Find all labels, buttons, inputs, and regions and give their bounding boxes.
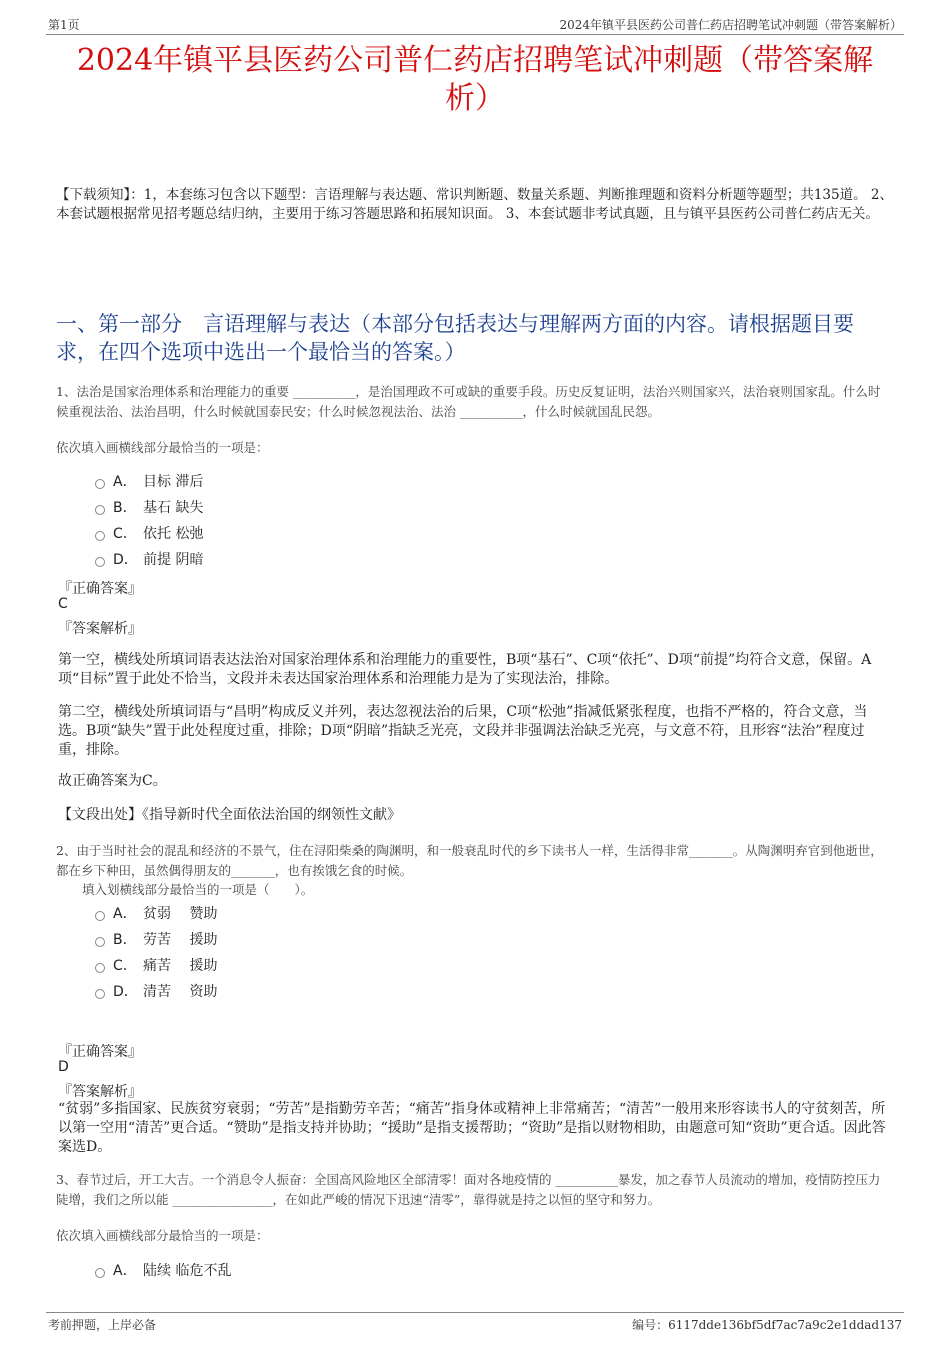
question-1-options <box>95 468 203 572</box>
correct-answer: C <box>58 596 68 612</box>
option-a[interactable]: A． 贫弱 赞助 <box>95 900 217 926</box>
question-2-prompt: 填入划横线部分最恰当的一项是（ ）。 <box>82 882 314 897</box>
question-1-text: 1、法治是国家治理体系和治理能力的重要 __________，是治国理政不可或缺的重要手段。历史反复证明，法治兴则国家兴，法治衰则国家乱。什么时候重视法治、法治昌明，什么时候就国泰民安；什么时候忽视法治、法治 __________，什么时候就国乱民怨。 <box>56 384 881 419</box>
page-footer <box>46 1312 904 1335</box>
footer-slogan: 考前押题，上岸必备 <box>48 1318 157 1332</box>
question-3-prompt: 依次填入画横线部分最恰当的一项是： <box>56 1228 269 1243</box>
download-notice: 【下载须知】：1，本套练习包含以下题型：言语理解与表达题、常识判断题、数量关系题、判断推理题和资料分析题等题型；共135道。 2、本套试题根据常见招考题总结归纳，主要用于练习答题思路和拓展知识面。 3、本套试题非考试真题，且与镇平县医药公司普仁药店无关。 <box>56 187 893 222</box>
analysis-label: 『答案解析』 <box>58 1084 142 1100</box>
document-id: 编号：6117dde136bf5df7ac7a9c2e1ddad137 <box>632 1318 902 1332</box>
question-2-options <box>95 900 217 1004</box>
radio-icon[interactable] <box>95 963 105 973</box>
analysis-label: 『答案解析』 <box>58 621 142 637</box>
radio-icon[interactable] <box>95 557 105 567</box>
analysis-paragraph: “贫弱”多指国家、民族贫穷衰弱；“劳苦”是指勤劳辛苦；“痛苦”指身体或精神上非常痛苦；“清苦”一般用来形容读书人的守贫刻苦，所以第一空用“清苦”更合适。“赞助”是指支持并协助；“援助”是指支援帮助；“资助”是指以财物相助，由题意可知“资助”更合适。因此答案选D。 <box>58 1101 886 1155</box>
option-c[interactable]: C． 痛苦 援助 <box>95 952 217 978</box>
analysis-conclusion: 故正确答案为C。 <box>58 773 167 789</box>
radio-icon[interactable] <box>95 989 105 999</box>
option-d[interactable]: D． 前提 阴暗 <box>95 546 203 572</box>
radio-icon[interactable] <box>95 479 105 489</box>
page-title: 2024年镇平县医药公司普仁药店招聘笔试冲刺题（带答案解析） <box>76 43 874 116</box>
header-doc-title: 2024年镇平县医药公司普仁药店招聘笔试冲刺题（带答案解析） <box>559 18 902 32</box>
question-3-options <box>95 1257 231 1283</box>
radio-icon[interactable] <box>95 1268 105 1278</box>
correct-answer: D <box>58 1059 69 1075</box>
option-a[interactable]: A． 目标 滞后 <box>95 468 203 494</box>
option-a[interactable]: A． 陆续 临危不乱 <box>95 1257 231 1283</box>
option-d[interactable]: D． 清苦 资助 <box>95 978 217 1004</box>
text-source: 【文段出处】《指导新时代全面依法治国的纲领性文献》 <box>58 807 401 823</box>
analysis-paragraph-2: 第二空，横线处所填词语与“昌明”构成反义并列，表达忽视法治的后果，C项“松弛”指减低紧张程度，也指不严格的，符合文意，当选。B项“缺失”置于此处程度过重，排除；D项“阴暗”指缺乏光亮，文段并非强调法治缺乏光亮，与文意不符，且形容“法治”程度过重，排除。 <box>58 704 868 758</box>
radio-icon[interactable] <box>95 505 105 515</box>
correct-answer-label: 『正确答案』 <box>58 581 142 597</box>
analysis-paragraph-1: 第一空，横线处所填词语表达法治对国家治理体系和治理能力的重要性，B项“基石”、C项“依托”、D项“前提”均符合文意，保留。A项“目标”置于此处不恰当，文段并未表达国家治理体系和治理能力是为了实现法治，排除。 <box>58 652 872 687</box>
page-number: 第1页 <box>48 18 80 32</box>
option-b[interactable]: B． 基石 缺失 <box>95 494 203 520</box>
radio-icon[interactable] <box>95 911 105 921</box>
page-header <box>46 14 904 35</box>
correct-answer-label: 『正确答案』 <box>58 1044 142 1060</box>
question-3-text: 3、春节过后，开工大吉。一个消息令人振奋：全国高风险地区全部清零！面对各地疫情的 __________暴发，加之春节人员流动的增加，疫情防控压力陡增，我们之所以能 ________________，在如此严峻的情况下迅速“清零”，靠得就是持之以恒的坚守和努力。 <box>56 1172 881 1207</box>
radio-icon[interactable] <box>95 531 105 541</box>
section-heading: 一、第一部分 言语理解与表达（本部分包括表达与理解两方面的内容。请根据题目要求，在四个选项中选出一个最恰当的答案。） <box>56 312 854 364</box>
radio-icon[interactable] <box>95 937 105 947</box>
option-b[interactable]: B． 劳苦 援助 <box>95 926 217 952</box>
question-2-text: 2、由于当时社会的混乱和经济的不景气，住在浔阳柴桑的陶渊明，和一般衰乱时代的乡下读书人一样，生活得非常_______。从陶渊明弃官到他逝世，都在乡下种田，虽然偶得朋友的_______，也有挨饿乞食的时候。 <box>56 843 883 878</box>
question-1-prompt: 依次填入画横线部分最恰当的一项是： <box>56 440 269 455</box>
option-c[interactable]: C． 依托 松弛 <box>95 520 203 546</box>
